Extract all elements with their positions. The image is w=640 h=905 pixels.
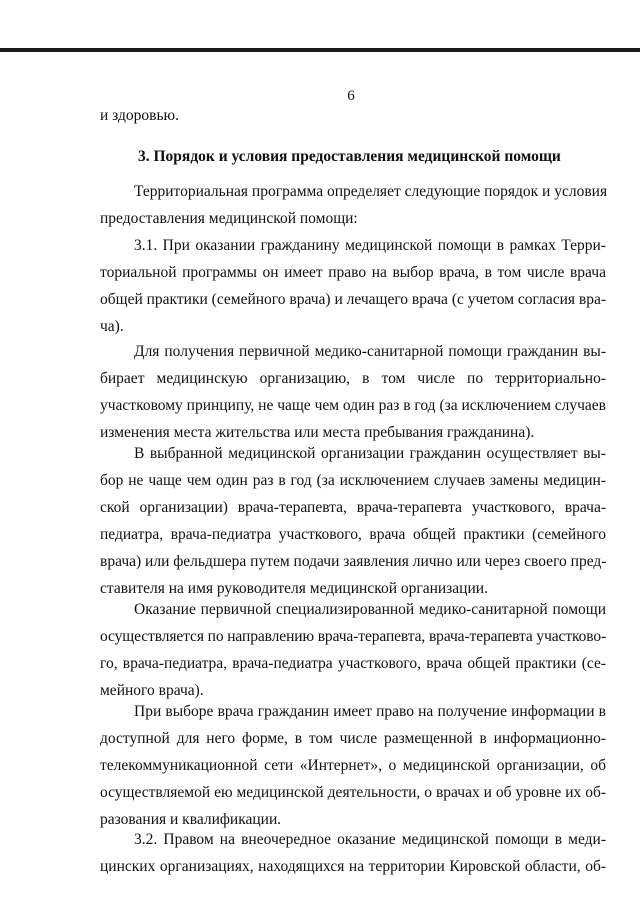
paragraph [100, 440, 606, 602]
text-line: бор не чаще чем один раз в год (за исключением случаев замены медицин- [100, 472, 606, 489]
text-line: и здоровью. [100, 107, 179, 124]
text-line: разования и квалификации. [100, 811, 282, 828]
text-line: Для получения первичной медико-санитарной помощи гражданин вы- [134, 343, 606, 360]
paragraph [100, 698, 606, 833]
text-line: цинских организациях, находящихся на территории Кировской области, об- [100, 858, 606, 875]
text-line: 3.2. Правом на внеочередное оказание медицинской помощи в меди- [134, 831, 606, 848]
text-line: В выбранной медицинской организации гражданин осуществляет вы- [134, 445, 606, 462]
text-line: ториальной программы он имеет право на выбор врача, в том числе врача [100, 264, 606, 281]
paragraph [100, 178, 606, 232]
text-line: Оказание первичной специализированной медико-санитарной помощи [134, 601, 606, 618]
header-rule [0, 48, 640, 52]
text-line: бирает медицинскую организацию, в том числе по территориально- [100, 370, 606, 387]
text-line: Территориальная программа определяет следующие порядок и условия [134, 183, 608, 200]
text-line: ской организации) врача-терапевта, врача-терапевта участкового, врача- [100, 499, 606, 516]
continuation-text [100, 102, 606, 129]
paragraph [100, 338, 606, 446]
paragraph [100, 596, 606, 704]
text-line: осуществляемой ею медицинской деятельности, о врачах и об уровне их об- [100, 784, 606, 801]
text-line: ставителя на имя руководителя медицинской организации. [100, 580, 488, 597]
paragraph [100, 826, 606, 880]
text-line: го, врача-педиатра, врача-педиатра участкового, врача общей практики (се- [100, 655, 606, 672]
text-line: ча). [100, 318, 124, 335]
text-line: мейного врача). [100, 682, 204, 699]
text-line: врача) или фельдшера путем подачи заявления лично или через своего пред- [100, 553, 607, 570]
text-line: участковому принципу, не чаще чем один раз в год (за исключением случаев [100, 397, 606, 414]
text-line: педиатра, врача-педиатра участкового, врача общей практики (семейного [100, 526, 606, 543]
text-line: телекоммуникационной сети «Интернет», о медицинской организации, об [100, 757, 606, 774]
text-line: При выборе врача гражданин имеет право на получение информации в [134, 703, 606, 720]
text-line: осуществляется по направлению врача-терапевта, врача-терапевта участково- [100, 628, 607, 645]
page-number: 6 [347, 88, 355, 104]
text-line: изменения места жительства или места пребывания гражданина). [100, 424, 535, 441]
text-line: предоставления медицинской помощи: [100, 210, 358, 227]
text-line: 3.1. При оказании гражданину медицинской помощи в рамках Терри- [134, 237, 606, 254]
text-line: доступной для него форме, в том числе размещенной в информационно- [100, 730, 606, 747]
paragraph [100, 232, 606, 340]
text-line: общей практики (семейного врача) и лечащего врача (с учетом согласия вра- [100, 291, 606, 308]
section-heading: 3. Порядок и условия предоставления медицинской помощи [138, 148, 561, 165]
